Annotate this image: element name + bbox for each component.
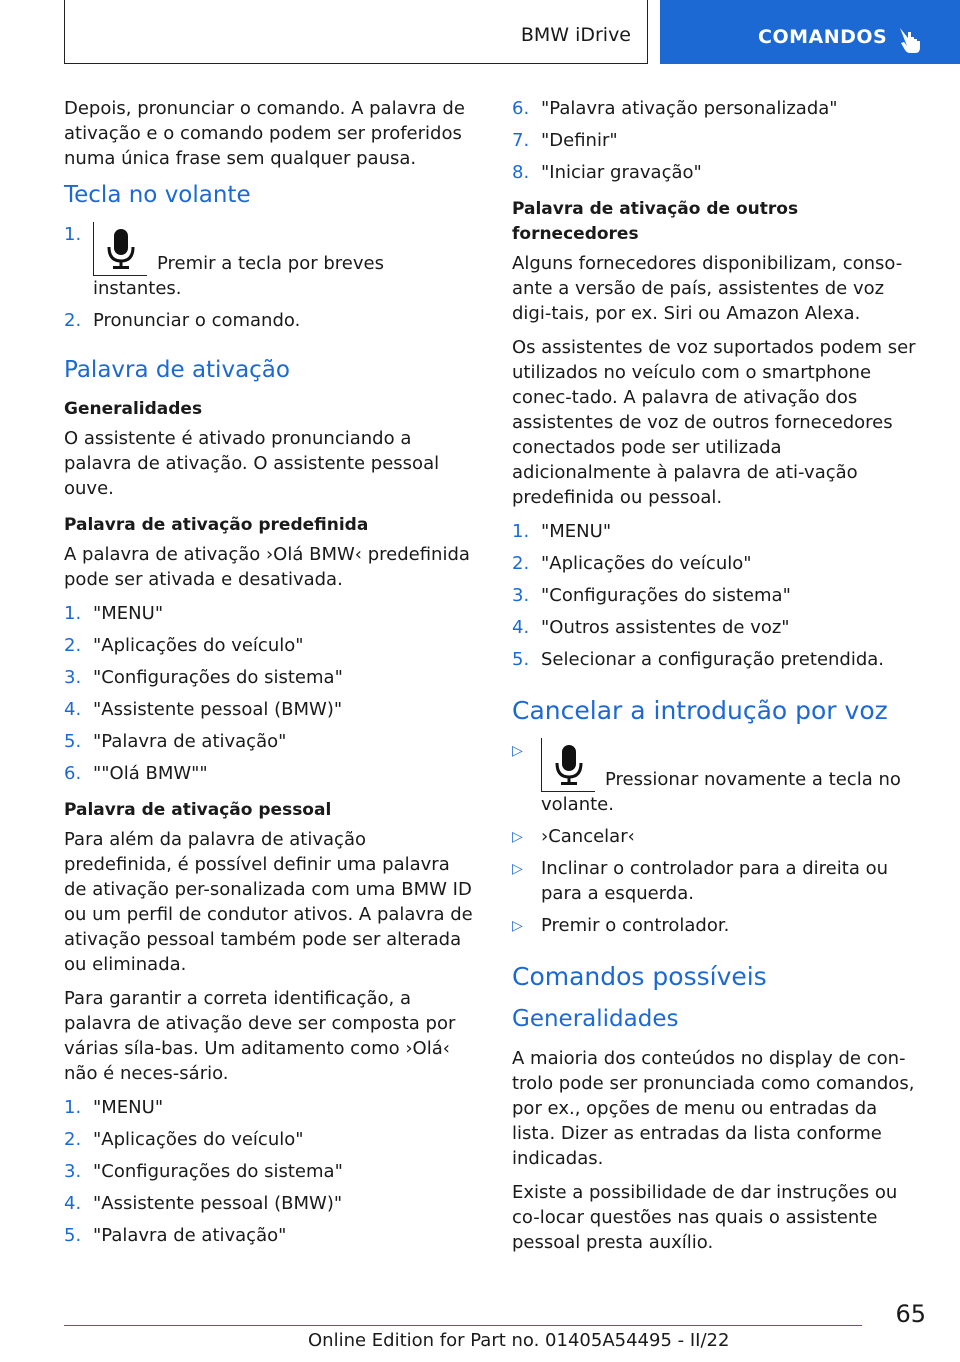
list-item xyxy=(512,913,924,938)
heading-pessoal: Palavra de ativação pessoal xyxy=(64,800,332,820)
pessoal-steps xyxy=(64,1095,476,1248)
heading-outros-fornecedores: Palavra de ativação de outros fornecedores xyxy=(512,199,799,244)
header-chapter-title: COMANDOS xyxy=(758,26,888,48)
step-number: 4. xyxy=(64,699,82,720)
item-text: ›Cancelar‹ xyxy=(541,826,635,847)
list-item xyxy=(512,583,924,608)
list-item xyxy=(512,856,924,906)
step-number: 2. xyxy=(64,635,82,656)
intro-paragraph: Depois, pronunciar o comando. A palavra de ativação e o comando podem ser proferidos numa única frase sem qualquer pausa. xyxy=(64,98,465,169)
list-item xyxy=(64,308,476,333)
header-section-box xyxy=(64,0,648,64)
step-text: "MENU" xyxy=(541,521,612,542)
step-text: ""Olá BMW"" xyxy=(93,763,208,784)
list-item xyxy=(64,729,476,754)
item-text: Premir o controlador. xyxy=(541,915,730,936)
item-text: Pressionar novamente a tecla no volante. xyxy=(541,769,901,815)
step-number: 2. xyxy=(64,1129,82,1150)
triangle-bullet-icon: ▷ xyxy=(512,918,523,934)
footer-divider xyxy=(64,1325,862,1326)
pointing-hand-icon xyxy=(896,26,922,54)
heading-generalidades: Generalidades xyxy=(64,399,203,419)
header-section-title: BMW iDrive xyxy=(520,24,631,46)
step-text: "Palavra de ativação" xyxy=(93,731,287,752)
continued-steps xyxy=(512,96,924,185)
microphone-icon xyxy=(554,743,584,787)
predefinida-steps xyxy=(64,601,476,786)
step-text: "Aplicações do veículo" xyxy=(541,553,752,574)
list-item xyxy=(512,519,924,544)
step-text: "Assistente pessoal (BMW)" xyxy=(93,699,343,720)
list-item xyxy=(64,761,476,786)
triangle-bullet-icon: ▷ xyxy=(512,743,523,759)
generalidades-paragraph: O assistente é ativado pronunciando a palavra de ativação. O assistente pessoal ouve. xyxy=(64,428,440,499)
step-number: 5. xyxy=(64,731,82,752)
step-number: 2. xyxy=(64,310,82,331)
heading-tecla-volante: Tecla no volante xyxy=(64,182,251,208)
step-number: 6. xyxy=(512,98,530,119)
step-text: "Palavra ativação personalizada" xyxy=(541,98,838,119)
step-text: Selecionar a configuração pretendida. xyxy=(541,649,885,670)
cancelar-list xyxy=(512,738,924,938)
step-text: Premir a tecla por breves instantes. xyxy=(93,253,384,299)
list-item xyxy=(512,160,924,185)
page-number: 65 xyxy=(895,1300,926,1328)
outros-steps xyxy=(512,519,924,672)
step-number: 3. xyxy=(512,585,530,606)
step-text: "Assistente pessoal (BMW)" xyxy=(93,1193,343,1214)
mic-button-box xyxy=(93,222,147,276)
step-text: "Aplicações do veículo" xyxy=(93,1129,304,1150)
list-item xyxy=(64,1127,476,1152)
list-item xyxy=(512,824,924,849)
heading-cancelar: Cancelar a introdução por voz xyxy=(512,696,888,725)
list-item xyxy=(64,601,476,626)
step-number: 1. xyxy=(64,1097,82,1118)
pessoal-paragraph-2: Para garantir a correta identificação, a palavra de ativação deve ser composta por várias síla-bas. Um aditamento como ›Olá‹ não é neces-sário. xyxy=(64,988,456,1084)
step-text: "Definir" xyxy=(541,130,618,151)
step-number: 5. xyxy=(512,649,530,670)
triangle-bullet-icon: ▷ xyxy=(512,861,523,877)
header-chapter-box xyxy=(660,0,960,64)
step-number: 6. xyxy=(64,763,82,784)
step-number: 3. xyxy=(64,667,82,688)
step-text: "MENU" xyxy=(93,1097,164,1118)
step-number: 4. xyxy=(512,617,530,638)
pessoal-paragraph-1: Para além da palavra de ativação predefinida, é possível definir uma palavra de ativação per-sonalizada com uma BMW ID ou um perfil de condutor ativos. A palavra de ativação pessoal também pode ser alterada ou eliminada. xyxy=(64,829,473,975)
step-number: 7. xyxy=(512,130,530,151)
list-item xyxy=(64,1095,476,1120)
step-number: 1. xyxy=(64,224,82,245)
step-text: "Aplicações do veículo" xyxy=(93,635,304,656)
list-item xyxy=(512,96,924,121)
step-number: 4. xyxy=(64,1193,82,1214)
list-item xyxy=(512,615,924,640)
step-number: 2. xyxy=(512,553,530,574)
outros-paragraph-1: Alguns fornecedores disponibilizam, conso-ante a versão de país, assistentes de voz digi-tais, por ex. Siri ou Amazon Alexa. xyxy=(512,253,903,324)
list-item xyxy=(64,1223,476,1248)
item-text: Inclinar o controlador para a direita ou para a esquerda. xyxy=(541,858,888,904)
outros-paragraph-2: Os assistentes de voz suportados podem ser utilizados no veículo com o smartphone conec-tado. A palavra de ativação dos assistentes de voz de outros fornecedores conectados pode ser utilizada adicionalmente à palavra de ati-vação predefinida ou pessoal. xyxy=(512,337,916,508)
step-number: 1. xyxy=(64,603,82,624)
step-number: 5. xyxy=(64,1225,82,1246)
list-item xyxy=(64,633,476,658)
heading-generalidades-2: Generalidades xyxy=(512,1006,679,1032)
predefinida-paragraph: A palavra de ativação ›Olá BMW‹ predefinida pode ser ativada e desativada. xyxy=(64,544,470,590)
step-number: 3. xyxy=(64,1161,82,1182)
generalidades-paragraph-2: Existe a possibilidade de dar instruções ou co-locar questões nas quais o assistente pessoal presta auxílio. xyxy=(512,1182,898,1253)
tecla-steps xyxy=(64,222,476,333)
triangle-bullet-icon: ▷ xyxy=(512,829,523,845)
step-text: "MENU" xyxy=(93,603,164,624)
list-item xyxy=(64,1191,476,1216)
step-text: "Configurações do sistema" xyxy=(541,585,791,606)
heading-predefinida: Palavra de ativação predefinida xyxy=(64,515,369,535)
list-item xyxy=(64,665,476,690)
generalidades-paragraph-1: A maioria dos conteúdos no display de con-trolo pode ser pronunciada como comandos, por ex., opções de menu ou entradas da lista. Dizer as entradas da lista conforme indicadas. xyxy=(512,1048,915,1169)
list-item xyxy=(64,1159,476,1184)
mic-button-box xyxy=(541,738,595,792)
step-text: "Palavra de ativação" xyxy=(93,1225,287,1246)
list-item xyxy=(64,697,476,722)
microphone-icon xyxy=(106,227,136,271)
step-text: "Configurações do sistema" xyxy=(93,667,343,688)
step-number: 8. xyxy=(512,162,530,183)
step-number: 1. xyxy=(512,521,530,542)
heading-palavra-ativacao: Palavra de ativação xyxy=(64,357,290,383)
step-text: "Iniciar gravação" xyxy=(541,162,702,183)
step-text: Pronunciar o comando. xyxy=(93,310,301,331)
right-column xyxy=(512,96,924,1264)
list-item xyxy=(64,222,476,301)
footer-edition: Online Edition for Part no. 01405A54495 - II/22 xyxy=(308,1330,730,1351)
list-item xyxy=(512,738,924,817)
list-item xyxy=(512,128,924,153)
step-text: "Outros assistentes de voz" xyxy=(541,617,790,638)
list-item xyxy=(512,551,924,576)
list-item xyxy=(512,647,924,672)
heading-comandos-possiveis: Comandos possíveis xyxy=(512,962,767,991)
step-text: "Configurações do sistema" xyxy=(93,1161,343,1182)
left-column xyxy=(64,96,476,1257)
